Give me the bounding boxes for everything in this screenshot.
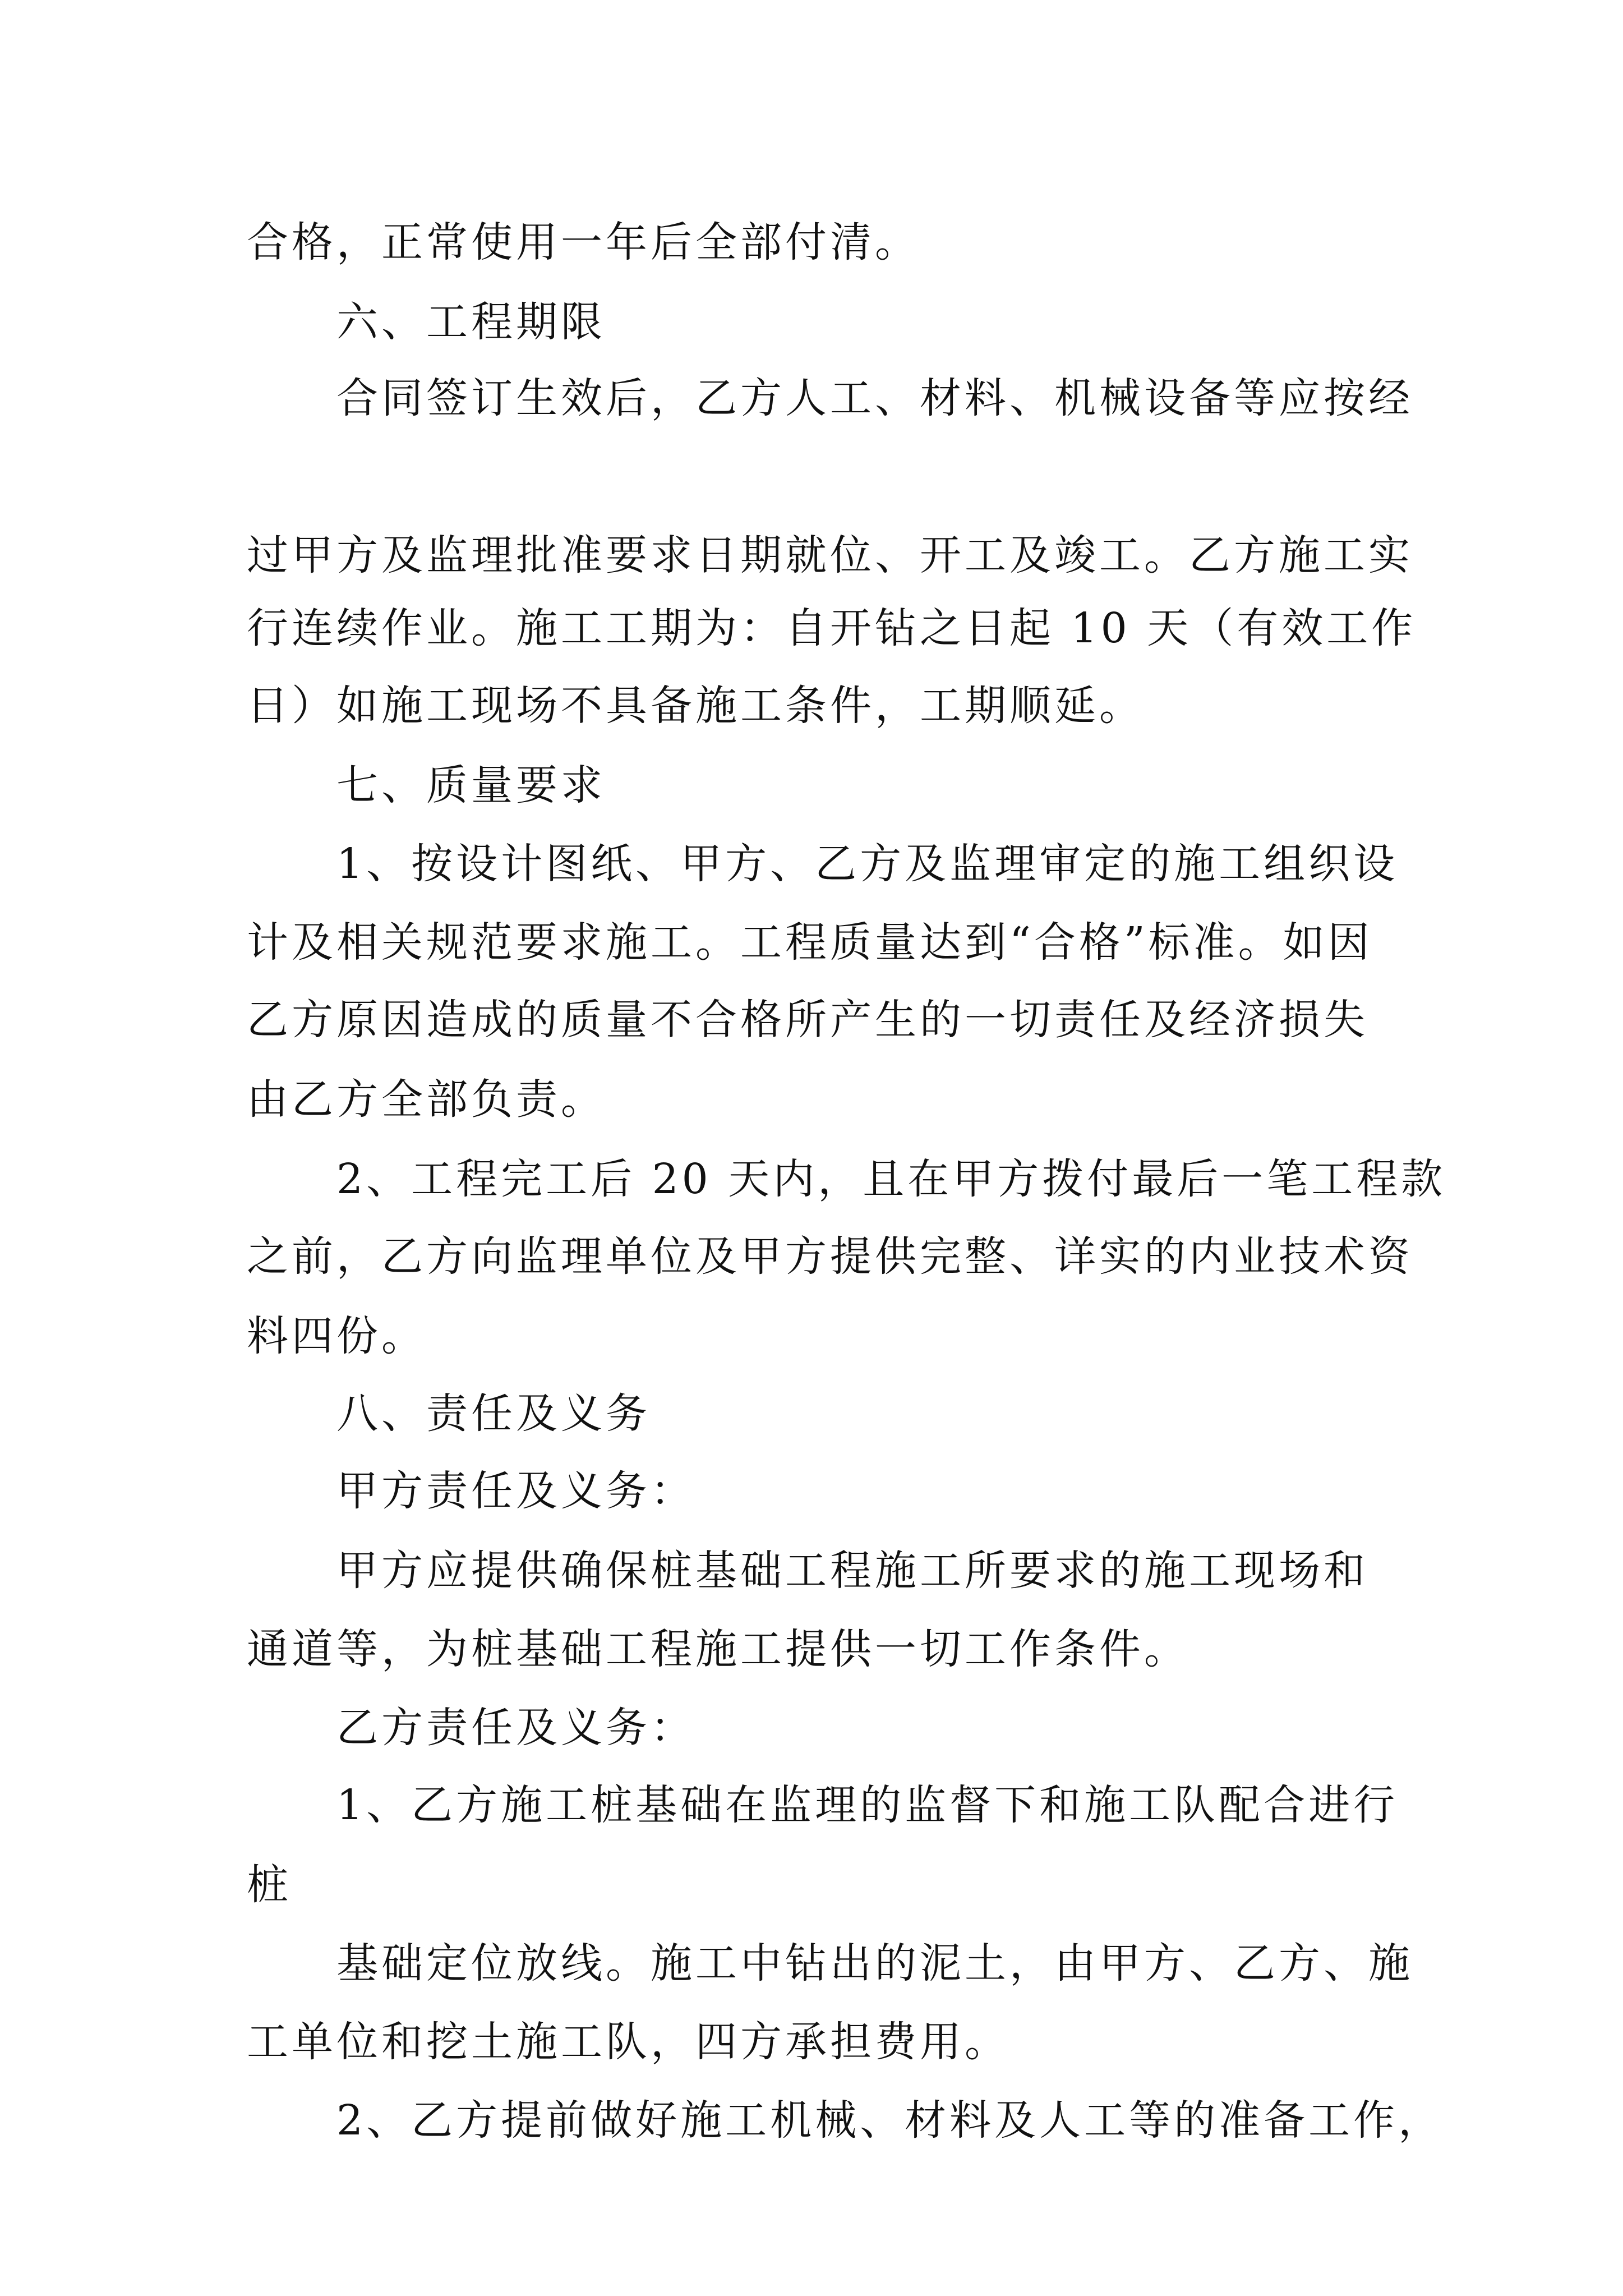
text-line: 合同签订生效后，乙方人工、材料、机械设备等应按经: [336, 374, 1413, 422]
text-line: 工单位和挖土施工队，四方承担费用。: [247, 2018, 1009, 2066]
subsection-heading: 甲方责任及义务：: [336, 1467, 695, 1515]
text-line: 行连续作业。施工工期为：自开钻之日起 10 天（有效工作: [247, 604, 1417, 652]
text-line: 桩: [247, 1861, 292, 1909]
text-line: 日）如施工现场不具备施工条件，工期顺延。: [247, 682, 1144, 730]
text-line: 1、按设计图纸、甲方、乙方及监理审定的施工组织设: [336, 840, 1399, 888]
text-line: 1、乙方施工桩基础在监理的监督下和施工队配合进行: [336, 1781, 1399, 1829]
section-heading: 八、责任及义务: [336, 1389, 651, 1438]
text-line: 合格，正常使用一年后全部付清。: [247, 218, 920, 266]
text-line: 过甲方及监理批准要求日期就位、开工及竣工。乙方施工实: [247, 531, 1413, 579]
section-heading: 七、质量要求: [336, 761, 606, 809]
text-line: 料四份。: [247, 1312, 426, 1360]
text-line: 之前，乙方向监理单位及甲方提供完整、详实的内业技术资: [247, 1232, 1413, 1281]
text-line: 基础定位放线。施工中钻出的泥土，由甲方、乙方、施: [336, 1939, 1413, 1987]
text-line: 2、工程完工后 20 天内，且在甲方拨付最后一笔工程款: [336, 1155, 1446, 1203]
section-heading: 六、工程期限: [336, 298, 606, 346]
text-line: 通道等，为桩基础工程施工提供一切工作条件。: [247, 1625, 1189, 1673]
subsection-heading: 乙方责任及义务：: [336, 1704, 695, 1752]
text-line: 乙方原因造成的质量不合格所产生的一切责任及经济损失: [247, 996, 1368, 1044]
text-line: 甲方应提供确保桩基础工程施工所要求的施工现场和: [336, 1547, 1368, 1595]
text-line: 计及相关规范要求施工。工程质量达到“合格”标准。如因: [247, 918, 1373, 967]
text-line: 由乙方全部负责。: [247, 1075, 606, 1124]
text-line: 2、乙方提前做好施工机械、材料及人工等的准备工作，: [336, 2096, 1444, 2145]
